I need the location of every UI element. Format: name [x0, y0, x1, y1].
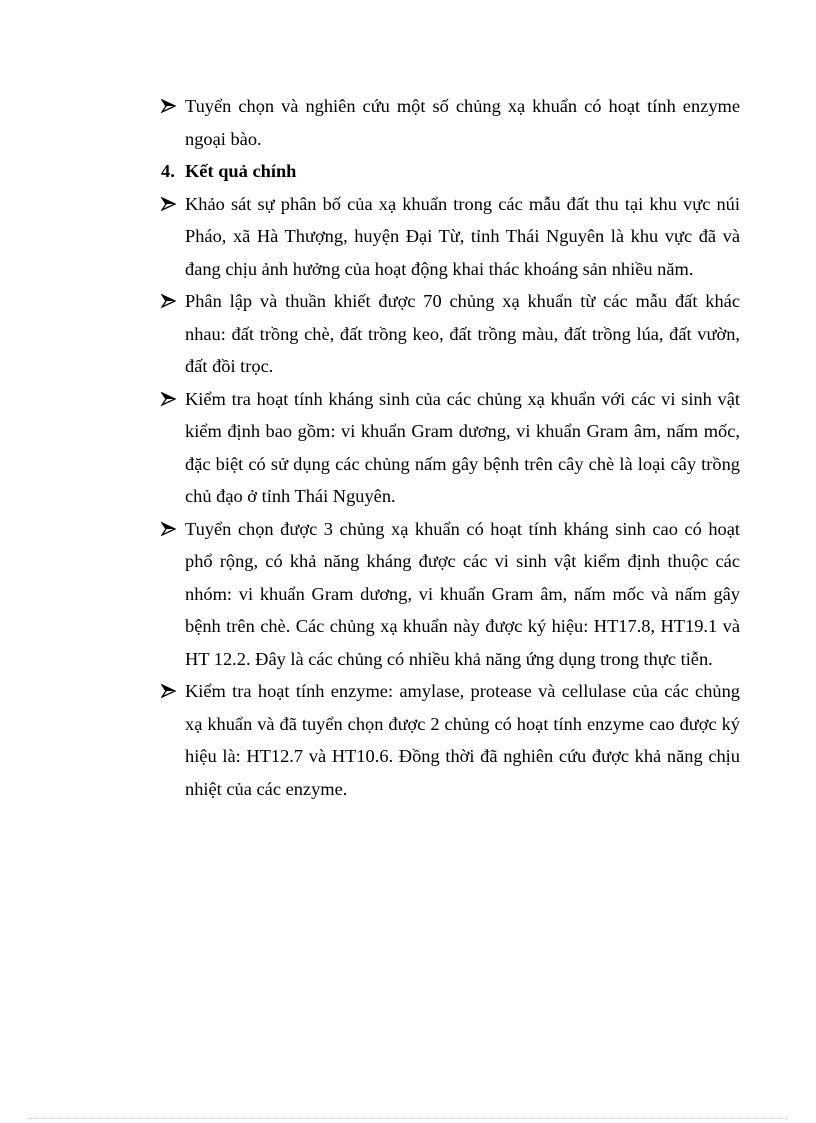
- bullet-item-intro: [160, 90, 740, 155]
- bullet-text: Tuyển chọn và nghiên cứu một số chủng xạ khuẩn có hoạt tính enzyme ngoại bào.: [185, 96, 740, 149]
- page-bottom-dotted-rule: [28, 1118, 788, 1119]
- bullet-text: Tuyển chọn được 3 chủng xạ khuẩn có hoạt tính kháng sinh cao có hoạt phổ rộng, có khả năng kháng được các vi sinh vật kiểm định thuộc các nhóm: vi khuẩn Gram dương, vi khuẩn Gram âm, nấm mốc và nấm gây bệnh trên chè. Các chủng xạ khuẩn này được ký hiệu: HT17.8, HT19.1 và HT 12.2. Đây là các chủng có nhiều khả năng ứng dụng trong thực tiễn.: [185, 518, 740, 669]
- bullet-item-result: [160, 188, 740, 286]
- document-body: [160, 90, 740, 805]
- section-number: 4.: [161, 161, 175, 181]
- arrowhead-bullet-icon: [160, 383, 185, 416]
- bullet-item-result: [160, 383, 740, 513]
- arrowhead-bullet-icon: [160, 513, 185, 546]
- arrowhead-bullet-icon: [160, 188, 185, 221]
- arrowhead-bullet-icon: [160, 675, 185, 708]
- arrowhead-bullet-icon: [160, 285, 185, 318]
- section-title: Kết quả chính: [185, 161, 297, 181]
- bullet-text: Phân lập và thuần khiết được 70 chủng xạ khuẩn từ các mẫu đất khác nhau: đất trồng chè, đất trồng keo, đất trồng màu, đất trồng lúa, đất vườn, đất đồi trọc.: [185, 291, 740, 376]
- bullet-item-result: [160, 513, 740, 676]
- bullet-item-result: [160, 675, 740, 805]
- bullet-text: Kiểm tra hoạt tính kháng sinh của các chủng xạ khuẩn với các vi sinh vật kiểm định bao gồm: vi khuẩn Gram dương, vi khuẩn Gram âm, nấm mốc, đặc biệt có sử dụng các chủng nấm gây bệnh trên cây chè là loại cây trồng chủ đạo ở tỉnh Thái Nguyên.: [185, 388, 740, 506]
- arrowhead-bullet-icon: [160, 90, 185, 123]
- bullet-text: Khảo sát sự phân bố của xạ khuẩn trong các mẫu đất thu tại khu vực núi Pháo, xã Hà Thượng, huyện Đại Từ, tỉnh Thái Nguyên là khu vực đã và đang chịu ảnh hưởng của hoạt động khai thác khoáng sản nhiều năm.: [185, 193, 740, 279]
- bullet-text: Kiểm tra hoạt tính enzyme: amylase, protease và cellulase của các chủng xạ khuẩn và đã tuyển chọn được 2 chủng có hoạt tính enzyme cao được ký hiệu là: HT12.7 và HT10.6. Đồng thời đã nghiên cứu được khả năng chịu nhiệt của các enzyme.: [185, 681, 740, 799]
- bullet-item-result: [160, 285, 740, 383]
- section-heading: [160, 155, 740, 188]
